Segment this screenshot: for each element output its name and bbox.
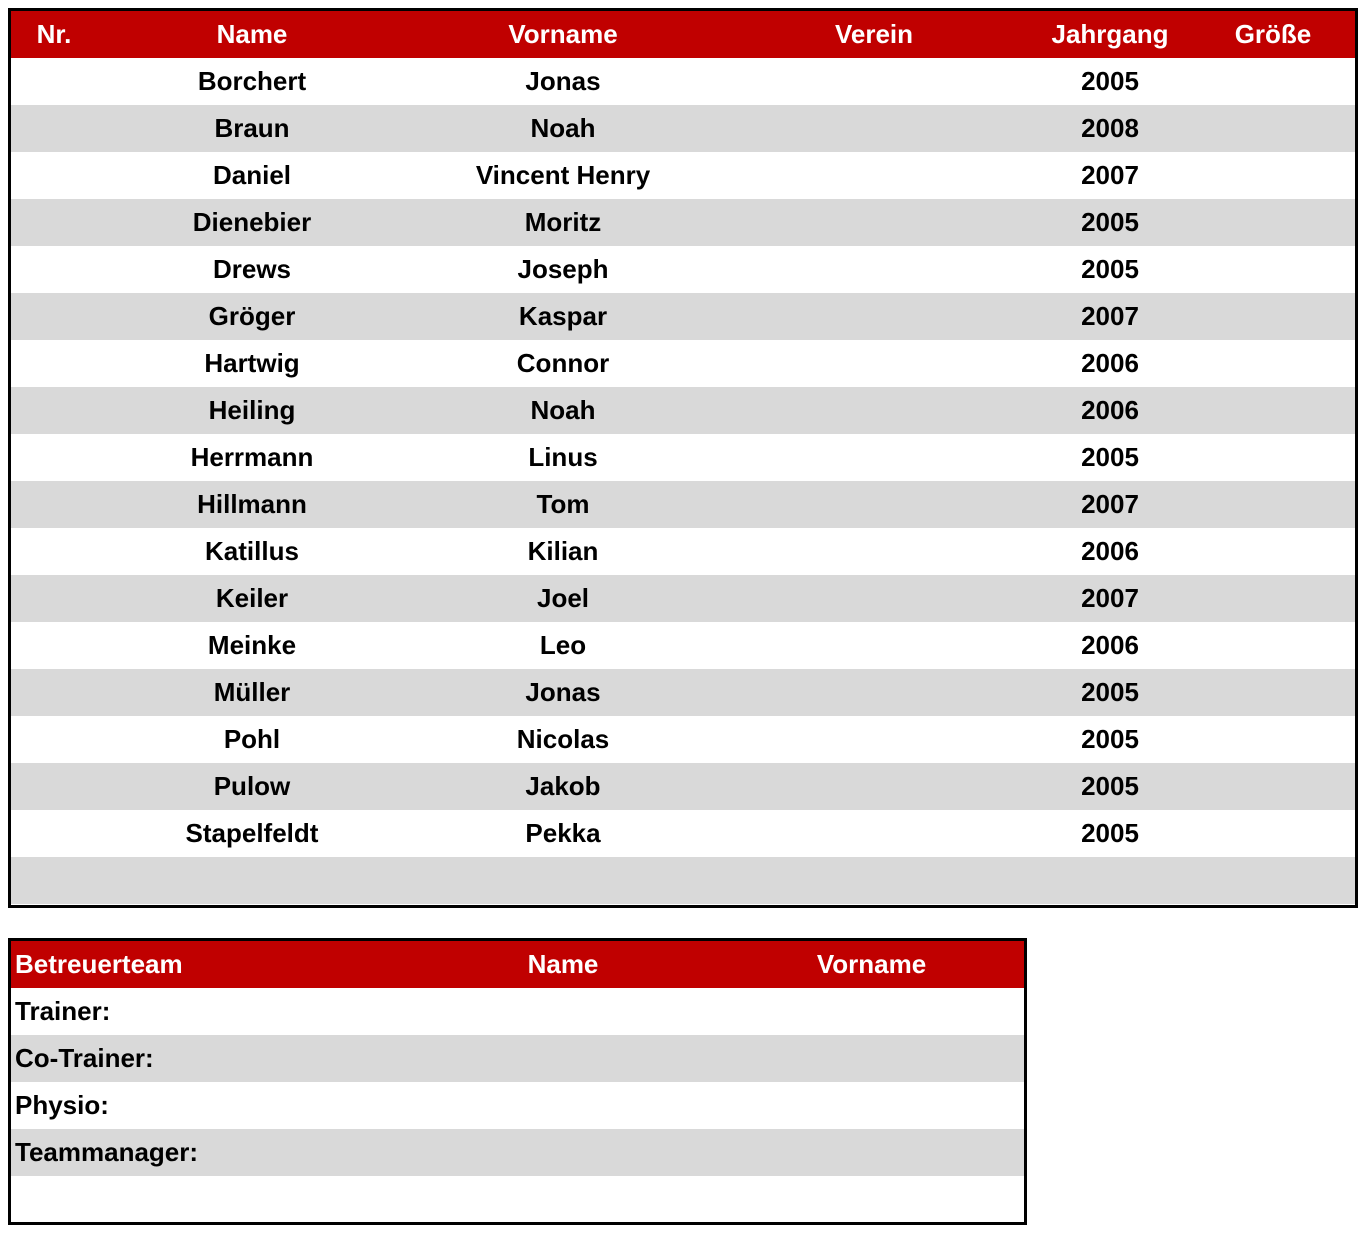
groesse-cell: [1191, 575, 1355, 622]
jahrgang-cell: 2005: [1081, 254, 1139, 284]
verein-cell: [719, 669, 1029, 716]
name-cell: [407, 1035, 719, 1082]
verein-cell: [719, 340, 1029, 387]
jahrgang-cell: 2005: [1081, 207, 1139, 237]
name-cell: Dienebier: [192, 207, 312, 237]
nr-cell: [11, 340, 97, 387]
nr-cell: [11, 105, 97, 152]
nr-cell: [11, 763, 97, 810]
vorname-cell: Tom: [536, 489, 590, 519]
groesse-cell: [1191, 763, 1355, 810]
nr-cell: [11, 481, 97, 528]
vorname-cell: Noah: [530, 113, 596, 143]
table-row: [11, 763, 1355, 810]
name-cell: Müller: [213, 677, 291, 707]
table-row: [11, 105, 1355, 152]
jahrgang-cell: 2005: [1081, 818, 1139, 848]
table-row: [11, 988, 1024, 1035]
groesse-cell: [1191, 622, 1355, 669]
nr-cell: [11, 293, 97, 340]
vorname-cell: Joel: [536, 583, 590, 613]
header-groesse: Größe: [1234, 19, 1312, 49]
jahrgang-cell: 2005: [1081, 771, 1139, 801]
vorname-cell: Linus: [528, 442, 598, 472]
vorname-cell: Vincent Henry: [475, 160, 651, 190]
header-vorname: Vorname: [508, 19, 618, 49]
verein-cell: [719, 199, 1029, 246]
vorname-cell: [407, 857, 719, 904]
vorname-cell: [719, 1176, 1024, 1223]
name-cell: [407, 988, 719, 1035]
staff-table: [8, 938, 1027, 1225]
groesse-cell: [1191, 58, 1355, 105]
vorname-cell: Jakob: [525, 771, 601, 801]
verein-cell: [719, 481, 1029, 528]
jahrgang-cell: [1029, 857, 1191, 904]
name-cell: Pulow: [213, 771, 291, 801]
jahrgang-cell: 2007: [1081, 583, 1139, 613]
table-row: [11, 575, 1355, 622]
table-row: [11, 1035, 1024, 1082]
verein-cell: [719, 622, 1029, 669]
name-cell: [97, 857, 407, 904]
nr-cell: [11, 669, 97, 716]
groesse-cell: [1191, 481, 1355, 528]
jahrgang-cell: 2005: [1081, 677, 1139, 707]
jahrgang-cell: 2006: [1081, 536, 1139, 566]
vorname-cell: [719, 1082, 1024, 1129]
table-row: [11, 58, 1355, 105]
groesse-cell: [1191, 387, 1355, 434]
groesse-cell: [1191, 246, 1355, 293]
table-row: [11, 434, 1355, 481]
groesse-cell: [1191, 810, 1355, 857]
table-row: [11, 199, 1355, 246]
table-row: [11, 340, 1355, 387]
verein-cell: [719, 246, 1029, 293]
name-cell: Meinke: [207, 630, 297, 660]
table-row: [11, 387, 1355, 434]
nr-cell: [11, 716, 97, 763]
verein-cell: [719, 575, 1029, 622]
groesse-cell: [1191, 857, 1355, 904]
nr-cell: [11, 199, 97, 246]
name-cell: Stapelfeldt: [185, 818, 319, 848]
vorname-cell: Pekka: [525, 818, 601, 848]
table-row: [11, 857, 1355, 904]
table-row: [11, 669, 1355, 716]
name-cell: Drews: [212, 254, 292, 284]
verein-cell: [719, 810, 1029, 857]
groesse-cell: [1191, 105, 1355, 152]
verein-cell: [719, 857, 1029, 904]
name-cell: Gröger: [208, 301, 296, 331]
header-name: Name: [527, 949, 599, 979]
groesse-cell: [1191, 152, 1355, 199]
staff-header-row: [11, 941, 1024, 988]
table-row: [11, 1129, 1024, 1176]
name-cell: [407, 1129, 719, 1176]
name-cell: Hartwig: [204, 348, 300, 378]
nr-cell: [11, 575, 97, 622]
name-cell: Pohl: [223, 724, 281, 754]
groesse-cell: [1191, 716, 1355, 763]
table-row: [11, 622, 1355, 669]
vorname-cell: Connor: [516, 348, 610, 378]
groesse-cell: [1191, 340, 1355, 387]
vorname-cell: [719, 988, 1024, 1035]
name-cell: Herrmann: [190, 442, 314, 472]
groesse-cell: [1191, 293, 1355, 340]
jahrgang-cell: 2005: [1081, 66, 1139, 96]
verein-cell: [719, 293, 1029, 340]
name-cell: Hillmann: [197, 489, 307, 519]
vorname-cell: [719, 1035, 1024, 1082]
header-vorname: Vorname: [816, 949, 927, 979]
table-row: [11, 246, 1355, 293]
groesse-cell: [1191, 434, 1355, 481]
name-cell: Daniel: [212, 160, 292, 190]
role-cell: Trainer:: [15, 996, 111, 1026]
roster-table: [8, 8, 1358, 908]
vorname-cell: Kaspar: [518, 301, 608, 331]
jahrgang-cell: 2007: [1081, 160, 1139, 190]
groesse-cell: [1191, 528, 1355, 575]
role-cell: [11, 1176, 407, 1223]
nr-cell: [11, 857, 97, 904]
nr-cell: [11, 152, 97, 199]
verein-cell: [719, 58, 1029, 105]
header-jahrgang: Jahrgang: [1051, 19, 1169, 49]
role-cell: Co-Trainer:: [15, 1043, 154, 1073]
verein-cell: [719, 528, 1029, 575]
groesse-cell: [1191, 669, 1355, 716]
role-cell: Physio:: [15, 1090, 109, 1120]
table-row: [11, 293, 1355, 340]
name-cell: [407, 1176, 719, 1223]
nr-cell: [11, 622, 97, 669]
table-row: [11, 152, 1355, 199]
verein-cell: [719, 152, 1029, 199]
nr-cell: [11, 810, 97, 857]
jahrgang-cell: 2007: [1081, 489, 1139, 519]
table-row: [11, 1176, 1024, 1223]
vorname-cell: Jonas: [525, 66, 601, 96]
nr-cell: [11, 528, 97, 575]
table-row: [11, 1082, 1024, 1129]
header-betreuerteam: Betreuerteam: [15, 949, 183, 979]
name-cell: Katillus: [205, 536, 299, 566]
vorname-cell: Moritz: [524, 207, 602, 237]
table-row: [11, 528, 1355, 575]
vorname-cell: Leo: [539, 630, 587, 660]
vorname-cell: Kilian: [527, 536, 599, 566]
header-verein: Verein: [834, 19, 914, 49]
roster-header-row: [11, 11, 1355, 58]
header-name: Name: [216, 19, 288, 49]
nr-cell: [11, 434, 97, 481]
verein-cell: [719, 763, 1029, 810]
jahrgang-cell: 2005: [1081, 442, 1139, 472]
nr-cell: [11, 387, 97, 434]
jahrgang-cell: 2006: [1081, 348, 1139, 378]
name-cell: [407, 1082, 719, 1129]
vorname-cell: [719, 1129, 1024, 1176]
vorname-cell: Joseph: [517, 254, 609, 284]
name-cell: Heiling: [208, 395, 296, 425]
nr-cell: [11, 58, 97, 105]
jahrgang-cell: 2008: [1081, 113, 1139, 143]
jahrgang-cell: 2005: [1081, 724, 1139, 754]
table-row: [11, 716, 1355, 763]
header-nr: Nr.: [36, 19, 72, 49]
name-cell: Braun: [214, 113, 290, 143]
name-cell: Keiler: [215, 583, 289, 613]
jahrgang-cell: 2006: [1081, 395, 1139, 425]
name-cell: Borchert: [197, 66, 307, 96]
verein-cell: [719, 434, 1029, 481]
role-cell: Teammanager:: [15, 1137, 199, 1167]
vorname-cell: Jonas: [525, 677, 601, 707]
verein-cell: [719, 105, 1029, 152]
nr-cell: [11, 246, 97, 293]
verein-cell: [719, 716, 1029, 763]
vorname-cell: Nicolas: [516, 724, 610, 754]
jahrgang-cell: 2006: [1081, 630, 1139, 660]
table-row: [11, 481, 1355, 528]
jahrgang-cell: 2007: [1081, 301, 1139, 331]
vorname-cell: Noah: [530, 395, 596, 425]
table-row: [11, 810, 1355, 857]
groesse-cell: [1191, 199, 1355, 246]
verein-cell: [719, 387, 1029, 434]
